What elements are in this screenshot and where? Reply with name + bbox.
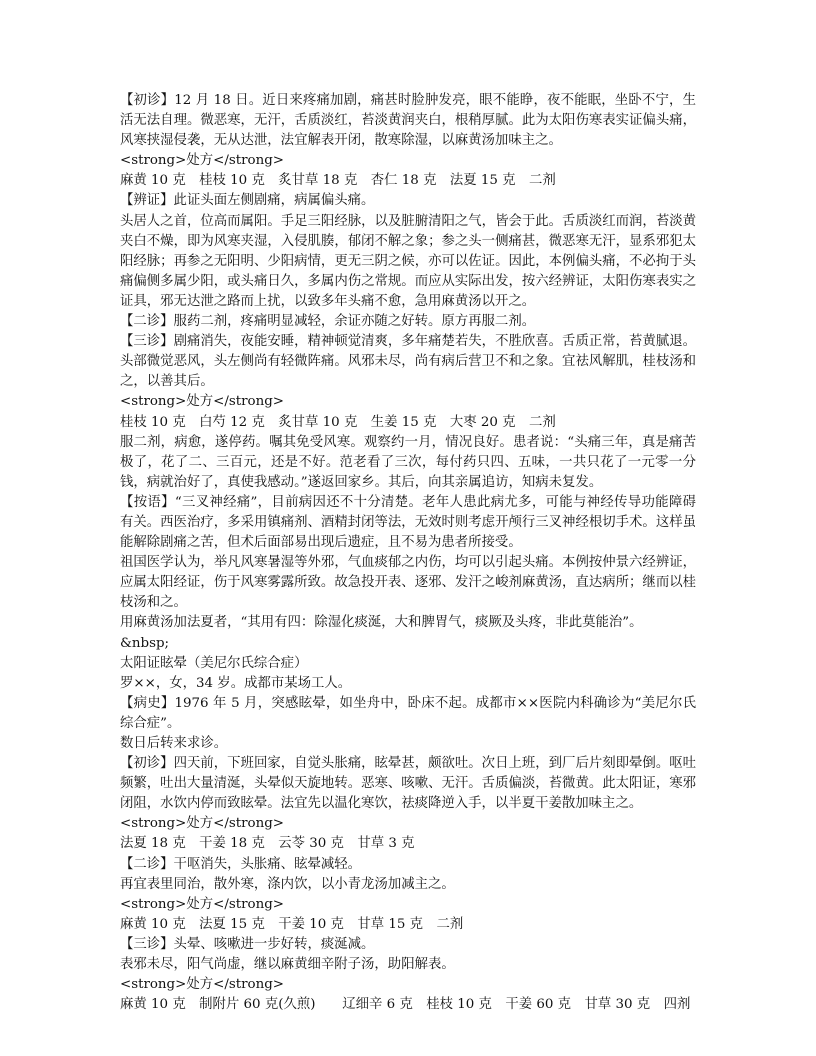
paragraph: 【三诊】剧痛消失，夜能安睡，精神顿觉清爽，多年痛楚若失，不胜欣喜。舌质正常，苔黄腻退。头部微觉恶风，头左侧尚有轻微阵痛。风邪未尽，尚有病后营卫不和之象。宜祛风解肌，桂枝汤和之，以善其后。: [120, 334, 696, 390]
paragraph: 服二剂，病愈，遂停药。嘱其免受风寒。观察约一月，情况良好。患者说：“头痛三年，真是痛苦极了，花了二、三百元，还是不好。范老看了三次，每付药只四、五味，一共只花了一元零一分钱，病就治好了，真使我感动。”遂返回家乡。其后，向其亲属追访，知病未复发。: [120, 434, 696, 490]
paragraph: 头居人之首，位高而属阳。手足三阳经脉，以及脏腑清阳之气，皆会于此。舌质淡红而润，苔淡黄夹白不燥，即为风寒夹湿，入侵肌腠，郁闭不解之象；参之头一侧痛甚，微恶寒无汗，显系邪犯太阳经脉；再参之无阳明、少阳病情，更无三阴之候，亦可以佐证。因此，本例偏头痛，不必拘于头痛偏侧多属少阳，或头痛日久，多属内伤之常规。而应从实际出发，按六经辨证，太阳伤寒表实之证具，邪无达泄之路而上扰，以致多年头痛不愈，急用麻黄汤以开之。: [120, 213, 696, 309]
paragraph: <strong>处方</strong>: [120, 977, 284, 993]
paragraph: 【病史】1976 年 5 月，突感眩晕，如坐舟中，卧床不起。成都市××医院内科确诊为“美尼尔氏综合症”。: [120, 695, 696, 731]
paragraph: 【三诊】头晕、咳嗽进一步好转，痰涎减。: [120, 936, 375, 952]
paragraph: 再宜表里同治，散外寒，涤内饮，以小青龙汤加减主之。: [120, 876, 455, 892]
paragraph: 表邪未尽，阳气尚虚，继以麻黄细辛附子汤，助阳解表。: [120, 957, 455, 973]
paragraph: 【初诊】四天前，下班回家，自觉头胀痛，眩晕甚，颇欲吐。次日上班，到厂后片刻即晕倒。呕吐频繁，吐出大量清涎，头晕似天旋地转。恶寒、咳嗽、无汗。舌质偏淡，苔微黄。此太阳证，寒邪闭阻，水饮内停而致眩晕。法宜先以温化寒饮，祛痰降逆入手，以半夏干姜散加味主之。: [120, 756, 696, 812]
section-title: 太阳证眩晕（美尼尔氏综合症）: [120, 655, 308, 671]
paragraph: <strong>处方</strong>: [120, 394, 284, 410]
document-body: [120, 91, 696, 1015]
paragraph: 麻黄 10 克 桂枝 10 克 炙甘草 18 克 杏仁 18 克 法夏 15 克 二剂: [120, 173, 556, 189]
paragraph: 祖国医学认为，举凡风寒暑湿等外邪，气血痰郁之内伤，均可以引起头痛。本例按仲景六经辨证，应属太阳经证，伤于风寒雾露所致。故急投开表、逐邪、发汗之峻剂麻黄汤，直达病所；继而以桂枝汤和之。: [120, 555, 696, 611]
paragraph: 麻黄 10 克 制附片 60 克(久煎) 辽细辛 6 克 桂枝 10 克 干姜 60 克 甘草 30 克 四剂: [120, 997, 691, 1013]
paragraph: 【辨证】此证头面左侧剧痛，病属偏头痛。: [120, 193, 375, 209]
paragraph: <strong>处方</strong>: [120, 153, 284, 169]
paragraph: <strong>处方</strong>: [120, 816, 284, 832]
paragraph: 麻黄 10 克 法夏 15 克 干姜 10 克 甘草 15 克 二剂: [120, 916, 464, 932]
paragraph: 用麻黄汤加法夏者，“其用有四：除湿化痰涎，大和脾胃气，痰厥及头疼，非此莫能治”。: [120, 615, 643, 631]
paragraph: 数日后转来求诊。: [120, 736, 228, 751]
paragraph: 【二诊】干呕消失，头胀痛、眩晕减轻。: [120, 856, 362, 872]
paragraph: 法夏 18 克 干姜 18 克 云苓 30 克 甘草 3 克: [120, 836, 415, 852]
paragraph: 【二诊】服药二剂，疼痛明显减轻，余证亦随之好转。原方再服二剂。: [120, 314, 536, 330]
paragraph: 罗××，女，34 岁。成都市某场工人。: [120, 675, 352, 691]
paragraph: 【初诊】12 月 18 日。近日来疼痛加剧，痛甚时脸肿发亮，眼不能睁，夜不能眠，坐卧不宁，生活无法自理。微恶寒，无汗，舌质淡红，苔淡黄润夹白，根稍厚腻。此为太阳伤寒表实证偏头痛，风寒挟湿侵袭，无从达泄，法宜解表开闭，散寒除湿，以麻黄汤加味主之。: [120, 93, 696, 149]
paragraph: 桂枝 10 克 白芍 12 克 炙甘草 10 克 生姜 15 克 大枣 20 克 二剂: [120, 414, 556, 430]
paragraph: &nbsp;: [120, 635, 170, 651]
paragraph: 【按语】“三叉神经痛”，目前病因还不十分清楚。老年人患此病尤多，可能与神经传导功能障碍有关。西医治疗，多采用镇痛剂、酒精封闭等法，无效时则考虑开颅行三叉神经根切手术。这样虽能解除剧痛之苦，但术后面部易出现后遗症，且不易为患者所接受。: [120, 494, 696, 551]
paragraph: <strong>处方</strong>: [120, 896, 284, 912]
